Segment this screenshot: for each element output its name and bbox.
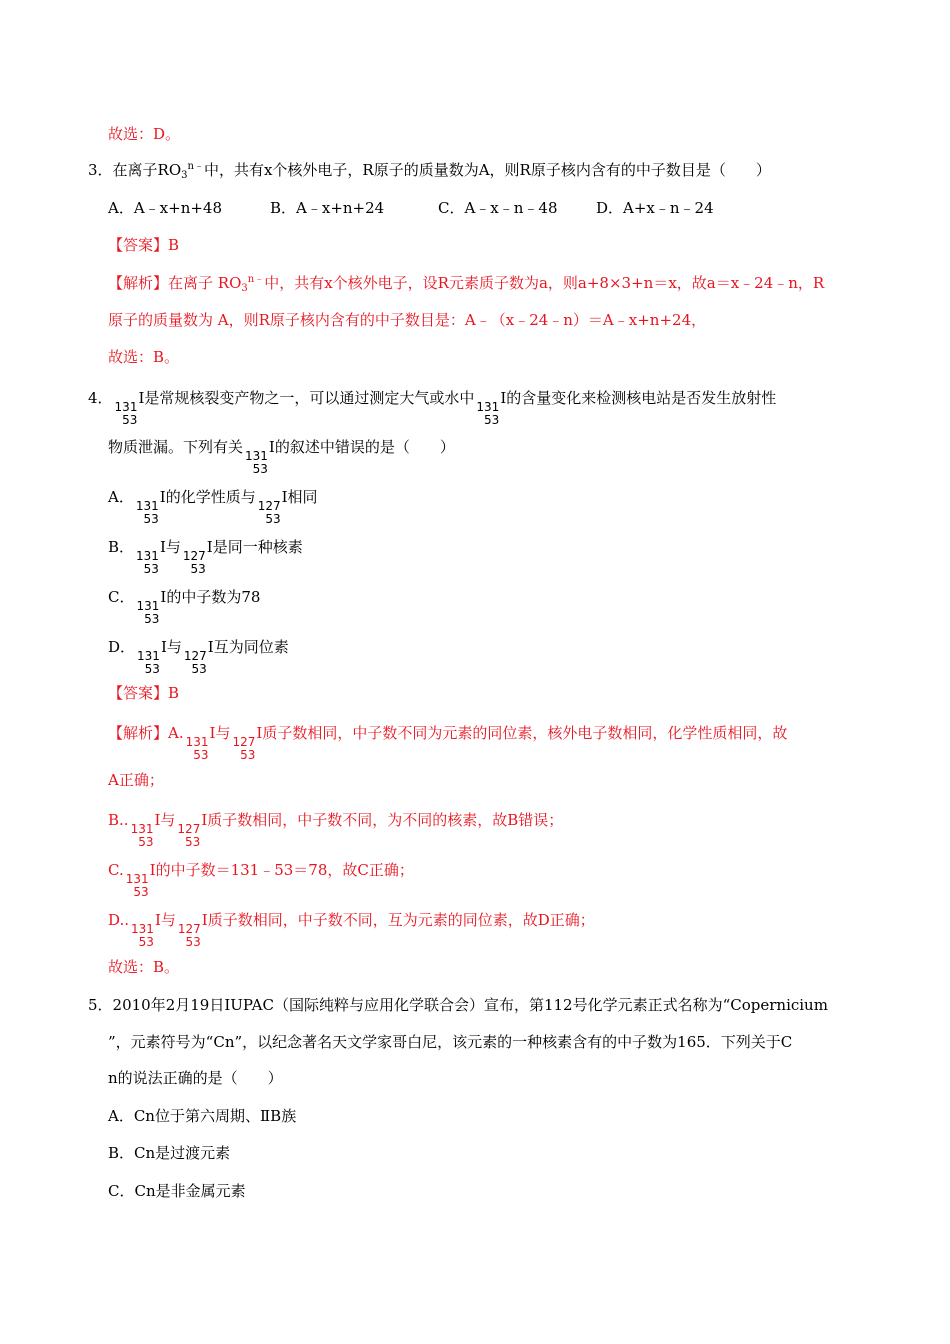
q4-answer (108, 683, 179, 703)
option-label: A． (108, 488, 134, 506)
q4-stem-line2 (108, 437, 455, 476)
element-symbol: I (256, 724, 263, 742)
nuclide-i131 (476, 401, 499, 427)
q3-analysis-b: 中，共有x个核外电子，设R元素质子数为a，则a+8×3+n＝x，故a＝x﹣24﹣n，R (264, 274, 825, 292)
element-symbol: I (149, 861, 156, 879)
q4-analysis-a2 (108, 810, 563, 849)
mass-number: 131 (136, 549, 159, 563)
nuclide-i127 (178, 923, 201, 949)
nuclide-i131 (136, 500, 159, 526)
atomic-number: 53 (240, 748, 256, 762)
atomic-number: 53 (193, 748, 209, 762)
q4-analysis-a3 (108, 860, 414, 899)
atomic-number: 53 (185, 935, 201, 949)
q4-stem-b: 的含量变化来检测核电站是否发生放射性 (506, 389, 777, 407)
nuclide-i127 (184, 650, 207, 676)
mass-number: 131 (131, 922, 154, 936)
q5-stem-line2: ”，元素符号为“Cn”，以纪念著名天文学家哥白尼，该元素的一种核素含有的中子数为165．下列关于C (108, 1033, 793, 1051)
analysis-text: 的中子数＝131﹣53＝78，故C正确； (155, 861, 414, 879)
q2-conclusion: 故选：D。 (108, 125, 181, 143)
q3-option-c: C．A﹣x﹣n﹣48 (438, 199, 558, 217)
mass-number: 127 (232, 735, 256, 749)
nuclide-i131 (136, 550, 159, 576)
analysis-prefix: A. (168, 724, 184, 742)
element-symbol: I (160, 588, 167, 606)
q4-stem-c: 物质泄漏。下列有关 (108, 438, 244, 456)
option-text: 与 (166, 638, 182, 656)
atomic-number: 53 (143, 562, 159, 576)
mass-number: 131 (245, 449, 268, 463)
q3-answer-tag: 【答案】 (108, 236, 169, 254)
q4-answer-tag: 【答案】 (108, 684, 169, 702)
q4-conclusion: 故选：B。 (108, 958, 180, 976)
element-symbol: I (206, 538, 213, 556)
mass-number: 131 (136, 599, 160, 613)
mass-number: 127 (257, 499, 281, 513)
atomic-number: 53 (138, 835, 154, 849)
analysis-text: 与 (215, 724, 231, 742)
q5-option-c: C．Cn是非金属元素 (108, 1182, 246, 1200)
nuclide-i131 (131, 923, 154, 949)
element-symbol: I (207, 638, 214, 656)
atomic-number: 53 (484, 413, 500, 427)
element-symbol: I (154, 811, 161, 829)
q3-analysis-a: 在离子 RO (168, 274, 242, 292)
q3-analysis-line2: 原子的质量数为 A，则R原子核内含有的中子数目是：A﹣（x﹣24﹣n）＝A﹣x+n+24， (108, 311, 707, 329)
q4-analysis-a1-line2: A正确； (108, 771, 164, 789)
nuclide-i131 (186, 736, 209, 762)
atomic-number: 53 (190, 562, 206, 576)
analysis-text: 质子数相同，中子数不同，为不同的核素，故B错误； (207, 811, 564, 829)
q5-option-a: A．Cn位于第六周期、ⅡB族 (108, 1107, 297, 1125)
atomic-number: 53 (252, 462, 268, 476)
q3-option-d: D．A+x﹣n﹣24 (596, 199, 714, 217)
nuclide-i131 (115, 401, 138, 427)
q4-option-b (108, 537, 303, 576)
q3-stem (88, 160, 771, 180)
q4-option-c (108, 587, 260, 626)
atomic-number: 53 (144, 612, 160, 626)
q4-option-a (108, 487, 318, 526)
mass-number: 131 (185, 735, 209, 749)
nuclide-i131 (136, 600, 159, 626)
q4-stem-line1 (88, 388, 776, 427)
nuclide-i131 (245, 450, 268, 476)
q3-analysis-tag: 【解析】 (108, 274, 169, 292)
option-label: B． (108, 538, 135, 556)
q4-analysis-tag: 【解析】 (108, 724, 169, 742)
analysis-text: 质子数相同，中子数不同为元素的同位素，核外电子数相同，化学性质相同，故 (262, 724, 788, 742)
nuclide-i131 (126, 873, 149, 899)
element-symbol: I (209, 724, 216, 742)
element-symbol: I (154, 911, 161, 929)
analysis-text: 与 (160, 911, 176, 929)
analysis-prefix: B.. (108, 811, 129, 829)
mass-number: 131 (137, 649, 160, 663)
q4-stem-a: 是常规核裂变产物之一，可以通过测定大气或水中 (144, 389, 475, 407)
mass-number: 131 (114, 400, 138, 414)
q3-stem-a: 在离子RO (112, 161, 182, 179)
nuclide-i127 (258, 500, 281, 526)
q4-number: 4． (88, 389, 113, 407)
mass-number: 131 (125, 872, 149, 886)
q4-analysis-a4 (108, 910, 595, 949)
q3-stem-sup: n﹣ (187, 161, 204, 172)
q5-stem-line1 (88, 995, 828, 1015)
nuclide-i127 (177, 823, 200, 849)
element-symbol: I (268, 438, 275, 456)
q3-stem-b: 中，共有x个核外电子，R原子的质量数为A，则R原子核内含有的中子数目是（ ） (203, 161, 771, 179)
element-symbol: I (159, 538, 166, 556)
analysis-prefix: D.. (108, 911, 130, 929)
option-label: C． (108, 588, 135, 606)
element-symbol: I (281, 488, 288, 506)
option-text: 互为同位素 (213, 638, 289, 656)
q3-answer (108, 235, 179, 255)
q5-option-b: B．Cn是过渡元素 (108, 1144, 231, 1162)
q5-number: 5． (88, 996, 113, 1014)
mass-number: 131 (135, 499, 159, 513)
analysis-text: 质子数相同，中子数不同，互为元素的同位素，故D正确； (207, 911, 595, 929)
nuclide-i131 (131, 823, 154, 849)
option-text: 与 (165, 538, 181, 556)
q4-stem-d: 的叙述中错误的是（ ） (274, 438, 455, 456)
q3-number: 3． (88, 161, 113, 179)
option-text: 的化学性质与 (165, 488, 256, 506)
element-symbol: I (159, 488, 166, 506)
q3-option-b: B．A﹣x+n+24 (270, 199, 385, 217)
atomic-number: 53 (265, 512, 281, 526)
element-symbol: I (201, 911, 208, 929)
q5-line1: 2010年2月19日IUPAC（国际纯粹与应用化学联合会）宣布，第112号化学元素正式名称为“Copernicium (112, 996, 828, 1014)
atomic-number: 53 (144, 662, 160, 676)
atomic-number: 53 (133, 885, 149, 899)
q4-analysis-a1 (108, 723, 787, 762)
q3-answer-value: B (168, 236, 180, 254)
q4-option-d (108, 637, 289, 676)
nuclide-i127 (183, 550, 206, 576)
atomic-number: 53 (138, 935, 154, 949)
mass-number: 127 (183, 649, 207, 663)
mass-number: 127 (177, 822, 201, 836)
analysis-prefix: C. (108, 861, 124, 879)
atomic-number: 53 (122, 413, 138, 427)
nuclide-i127 (232, 736, 255, 762)
atomic-number: 53 (143, 512, 159, 526)
mass-number: 131 (476, 400, 500, 414)
q4-answer-value: B (168, 684, 180, 702)
atomic-number: 53 (191, 662, 207, 676)
q3-analysis-sub: 3 (241, 283, 248, 294)
mass-number: 127 (177, 922, 201, 936)
nuclide-i131 (137, 650, 160, 676)
element-symbol: I (500, 389, 507, 407)
option-label: D． (108, 638, 136, 656)
element-symbol: I (160, 638, 167, 656)
element-symbol: I (201, 811, 208, 829)
q3-analysis-sup: n﹣ (247, 274, 265, 285)
q3-option-a: A．A﹣x+n+48 (108, 199, 223, 217)
analysis-text: 与 (160, 811, 176, 829)
q3-analysis-line1 (108, 273, 824, 293)
q3-stem-sub: 3 (181, 170, 188, 181)
atomic-number: 53 (185, 835, 201, 849)
mass-number: 131 (130, 822, 154, 836)
element-symbol: I (138, 389, 145, 407)
option-text: 是同一种核素 (212, 538, 303, 556)
option-text: 相同 (287, 488, 318, 506)
option-text: 的中子数为78 (166, 588, 261, 606)
mass-number: 127 (182, 549, 206, 563)
q3-conclusion: 故选：B。 (108, 348, 180, 366)
q3-options (108, 198, 714, 218)
q5-stem-line3: n的说法正确的是（ ） (108, 1069, 283, 1087)
